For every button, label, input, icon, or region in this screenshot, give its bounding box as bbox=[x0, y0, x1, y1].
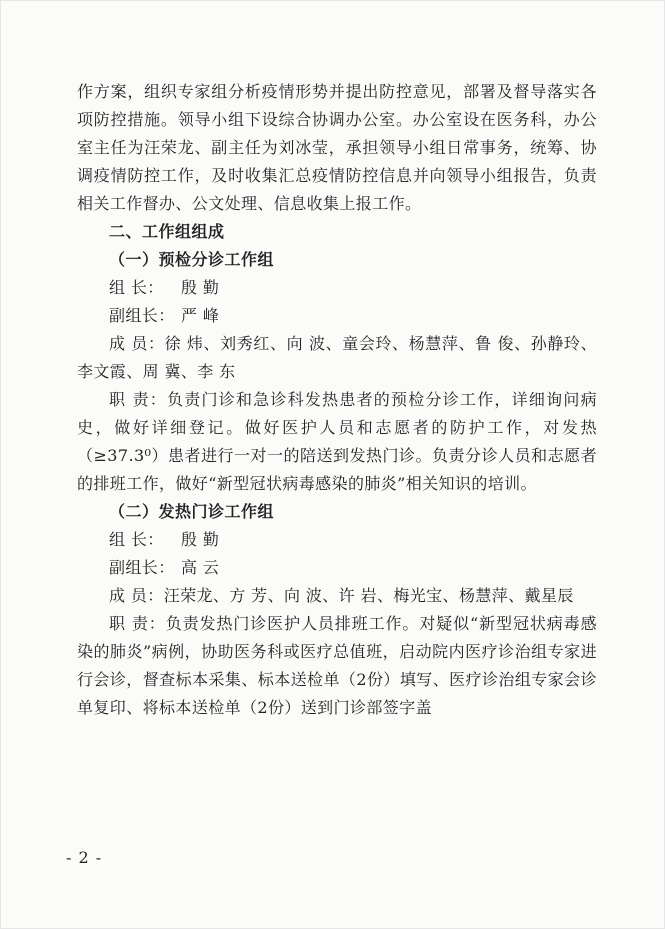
group1-heading: （一）预检分诊工作组 bbox=[109, 250, 275, 269]
group1-leader-row bbox=[77, 274, 597, 302]
group1-members-label: 成 员： bbox=[109, 334, 165, 353]
group1-duty-label: 职 责： bbox=[109, 390, 168, 409]
group1-deputy-label: 副组长： bbox=[109, 306, 175, 325]
group1-deputy: 严 峰 bbox=[181, 306, 220, 325]
group2-heading: （二）发热门诊工作组 bbox=[109, 502, 275, 521]
group2-members-row bbox=[77, 582, 597, 610]
document-body bbox=[77, 78, 597, 722]
group2-leader-label: 组 长： bbox=[109, 530, 164, 549]
group2-deputy-row bbox=[77, 554, 597, 582]
group2-leader-row bbox=[77, 526, 597, 554]
group2-duty-label: 职 责： bbox=[109, 614, 166, 633]
page-number: - 2 - bbox=[66, 848, 103, 867]
group2-duty: 负责发热门诊医护人员排班工作。对疑似“新型冠状病毒感染的肺炎”病例，协助医务科或医疗总值班，启动院内医疗诊治组专家进行会诊，督查标本采集、标本送检单（2份）填写、医疗诊治组专家会诊单复印、将标本送检单（2份）送到门诊部签字盖 bbox=[77, 614, 597, 717]
group2-members-label: 成 员： bbox=[109, 586, 164, 605]
group1-leader-label: 组 长： bbox=[109, 278, 164, 297]
group1-members-row bbox=[77, 330, 597, 386]
group1-duty: 负责门诊和急诊科发热患者的预检分诊工作，详细询问病史，做好详细登记。做好医护人员和志愿者的防护工作，对发热（≥37.3⁰）患者进行一对一的陪送到发热门诊。负责分诊人员和志愿者的排班工作，做好“新型冠状病毒感染的肺炎”相关知识的培训。 bbox=[77, 390, 597, 493]
group1-deputy-row bbox=[77, 302, 597, 330]
group1-duty-row bbox=[77, 386, 597, 498]
group2-deputy: 高 云 bbox=[181, 558, 220, 577]
group1-leader: 殷 勤 bbox=[181, 278, 220, 297]
group2-leader: 殷 勤 bbox=[181, 530, 220, 549]
group2-deputy-label: 副组长： bbox=[109, 558, 175, 577]
section-heading: 二、工作组组成 bbox=[109, 222, 225, 241]
group1-members: 徐 炜、刘秀红、向 波、童会玲、杨慧萍、鲁 俊、孙静玲、李文霞、周 冀、李 东 bbox=[77, 334, 597, 381]
intro-paragraph: 作方案，组织专家组分析疫情形势并提出防控意见，部署及督导落实各项防控措施。领导小组下设综合协调办公室。办公室设在医务科，办公室主任为汪荣龙、副主任为刘冰莹，承担领导小组日常事务，统筹、协调疫情防控工作，及时收集汇总疫情防控信息并向领导小组报告，负责相关工作督办、公文处理、信息收集上报工作。 bbox=[77, 82, 597, 213]
group2-duty-row bbox=[77, 610, 597, 722]
group2-members: 汪荣龙、方 芳、向 波、许 岩、梅光宝、杨慧萍、戴星辰 bbox=[163, 586, 574, 605]
